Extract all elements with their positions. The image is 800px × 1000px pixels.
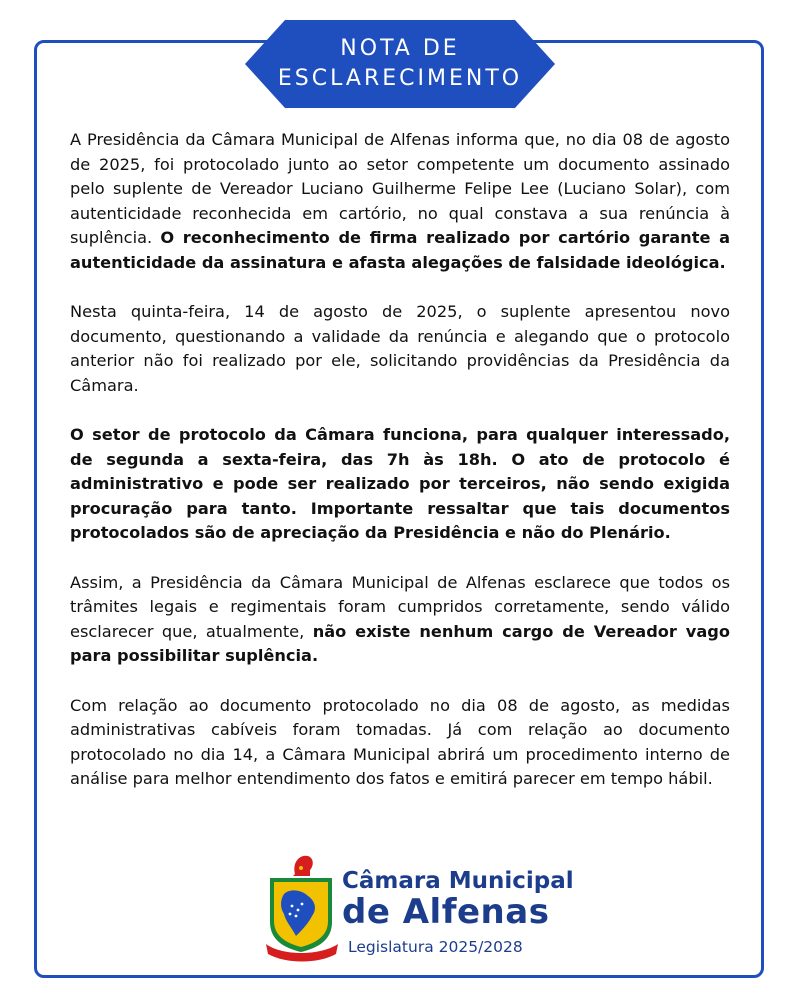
paragraph-5 xyxy=(70,694,730,792)
camara-logo xyxy=(262,852,574,967)
paragraph-4 xyxy=(70,571,730,669)
logo-legislatura: Legislatura 2025/2028 xyxy=(348,938,523,956)
paragraph-4-text: Assim, a Presidência da Câmara Municipal de Alfenas esclarece que todos os trâmites legais e regimentais foram cumpridos corretamente, sendo válido esclarecer que, atualmente, xyxy=(70,572,730,641)
paragraph-3 xyxy=(70,423,730,546)
crest-icon xyxy=(262,852,342,967)
logo-title-line-2: de Alfenas xyxy=(342,892,550,932)
paragraph-1 xyxy=(70,128,730,275)
paragraph-5-text: Com relação ao documento protocolado no dia 08 de agosto, as medidas administrativas cabíveis foram tomadas. Já com relação ao documento protocolado no dia 14, a Câmara Municipal abrirá um procedimento interno de análise para melhor entendimento dos fatos e emitirá parecer em tempo hábil. xyxy=(70,695,730,788)
paragraph-3-bold: O setor de protocolo da Câmara funciona, para qualquer interessado, de segunda a sexta-feira, das 7h às 18h. O ato de protocolo é administrativo e pode ser realizado por terceiros, não sendo exigida procuração para tanto. Importante ressaltar que tais documentos protocolados são de apreciação da Presidência e não do Plenário. xyxy=(70,425,730,542)
paragraph-2 xyxy=(70,300,730,398)
paragraph-1-bold: O reconhecimento de firma realizado por cartório garante a autenticidade da assinatura e afasta alegações de falsidade ideológica. xyxy=(70,228,730,272)
document-body xyxy=(70,128,730,817)
title-line-1: NOTA DE xyxy=(340,36,460,61)
logo-title-line-1: Câmara Municipal xyxy=(342,868,574,894)
title-badge xyxy=(245,20,555,108)
paragraph-4-bold: não existe nenhum cargo de Vereador vago para possibilitar suplência. xyxy=(70,621,730,665)
paragraph-1-text: A Presidência da Câmara Municipal de Alfenas informa que, no dia 08 de agosto de 2025, foi protocolado junto ao setor competente um documento assinado pelo suplente de Vereador Luciano Guilherme Felipe Lee (Luciano Solar), com autenticidade reconhecida em cartório, no qual constava a sua renúncia à suplência. xyxy=(70,130,730,247)
document-title xyxy=(245,20,555,108)
title-line-2: ESCLARECIMENTO xyxy=(277,66,523,91)
paragraph-2-text: Nesta quinta-feira, 14 de agosto de 2025, o suplente apresentou novo documento, questionando a validade da renúncia e alegando que o protocolo anterior não foi realizado por ele, solicitando providências da Presidência da Câmara. xyxy=(70,302,730,395)
